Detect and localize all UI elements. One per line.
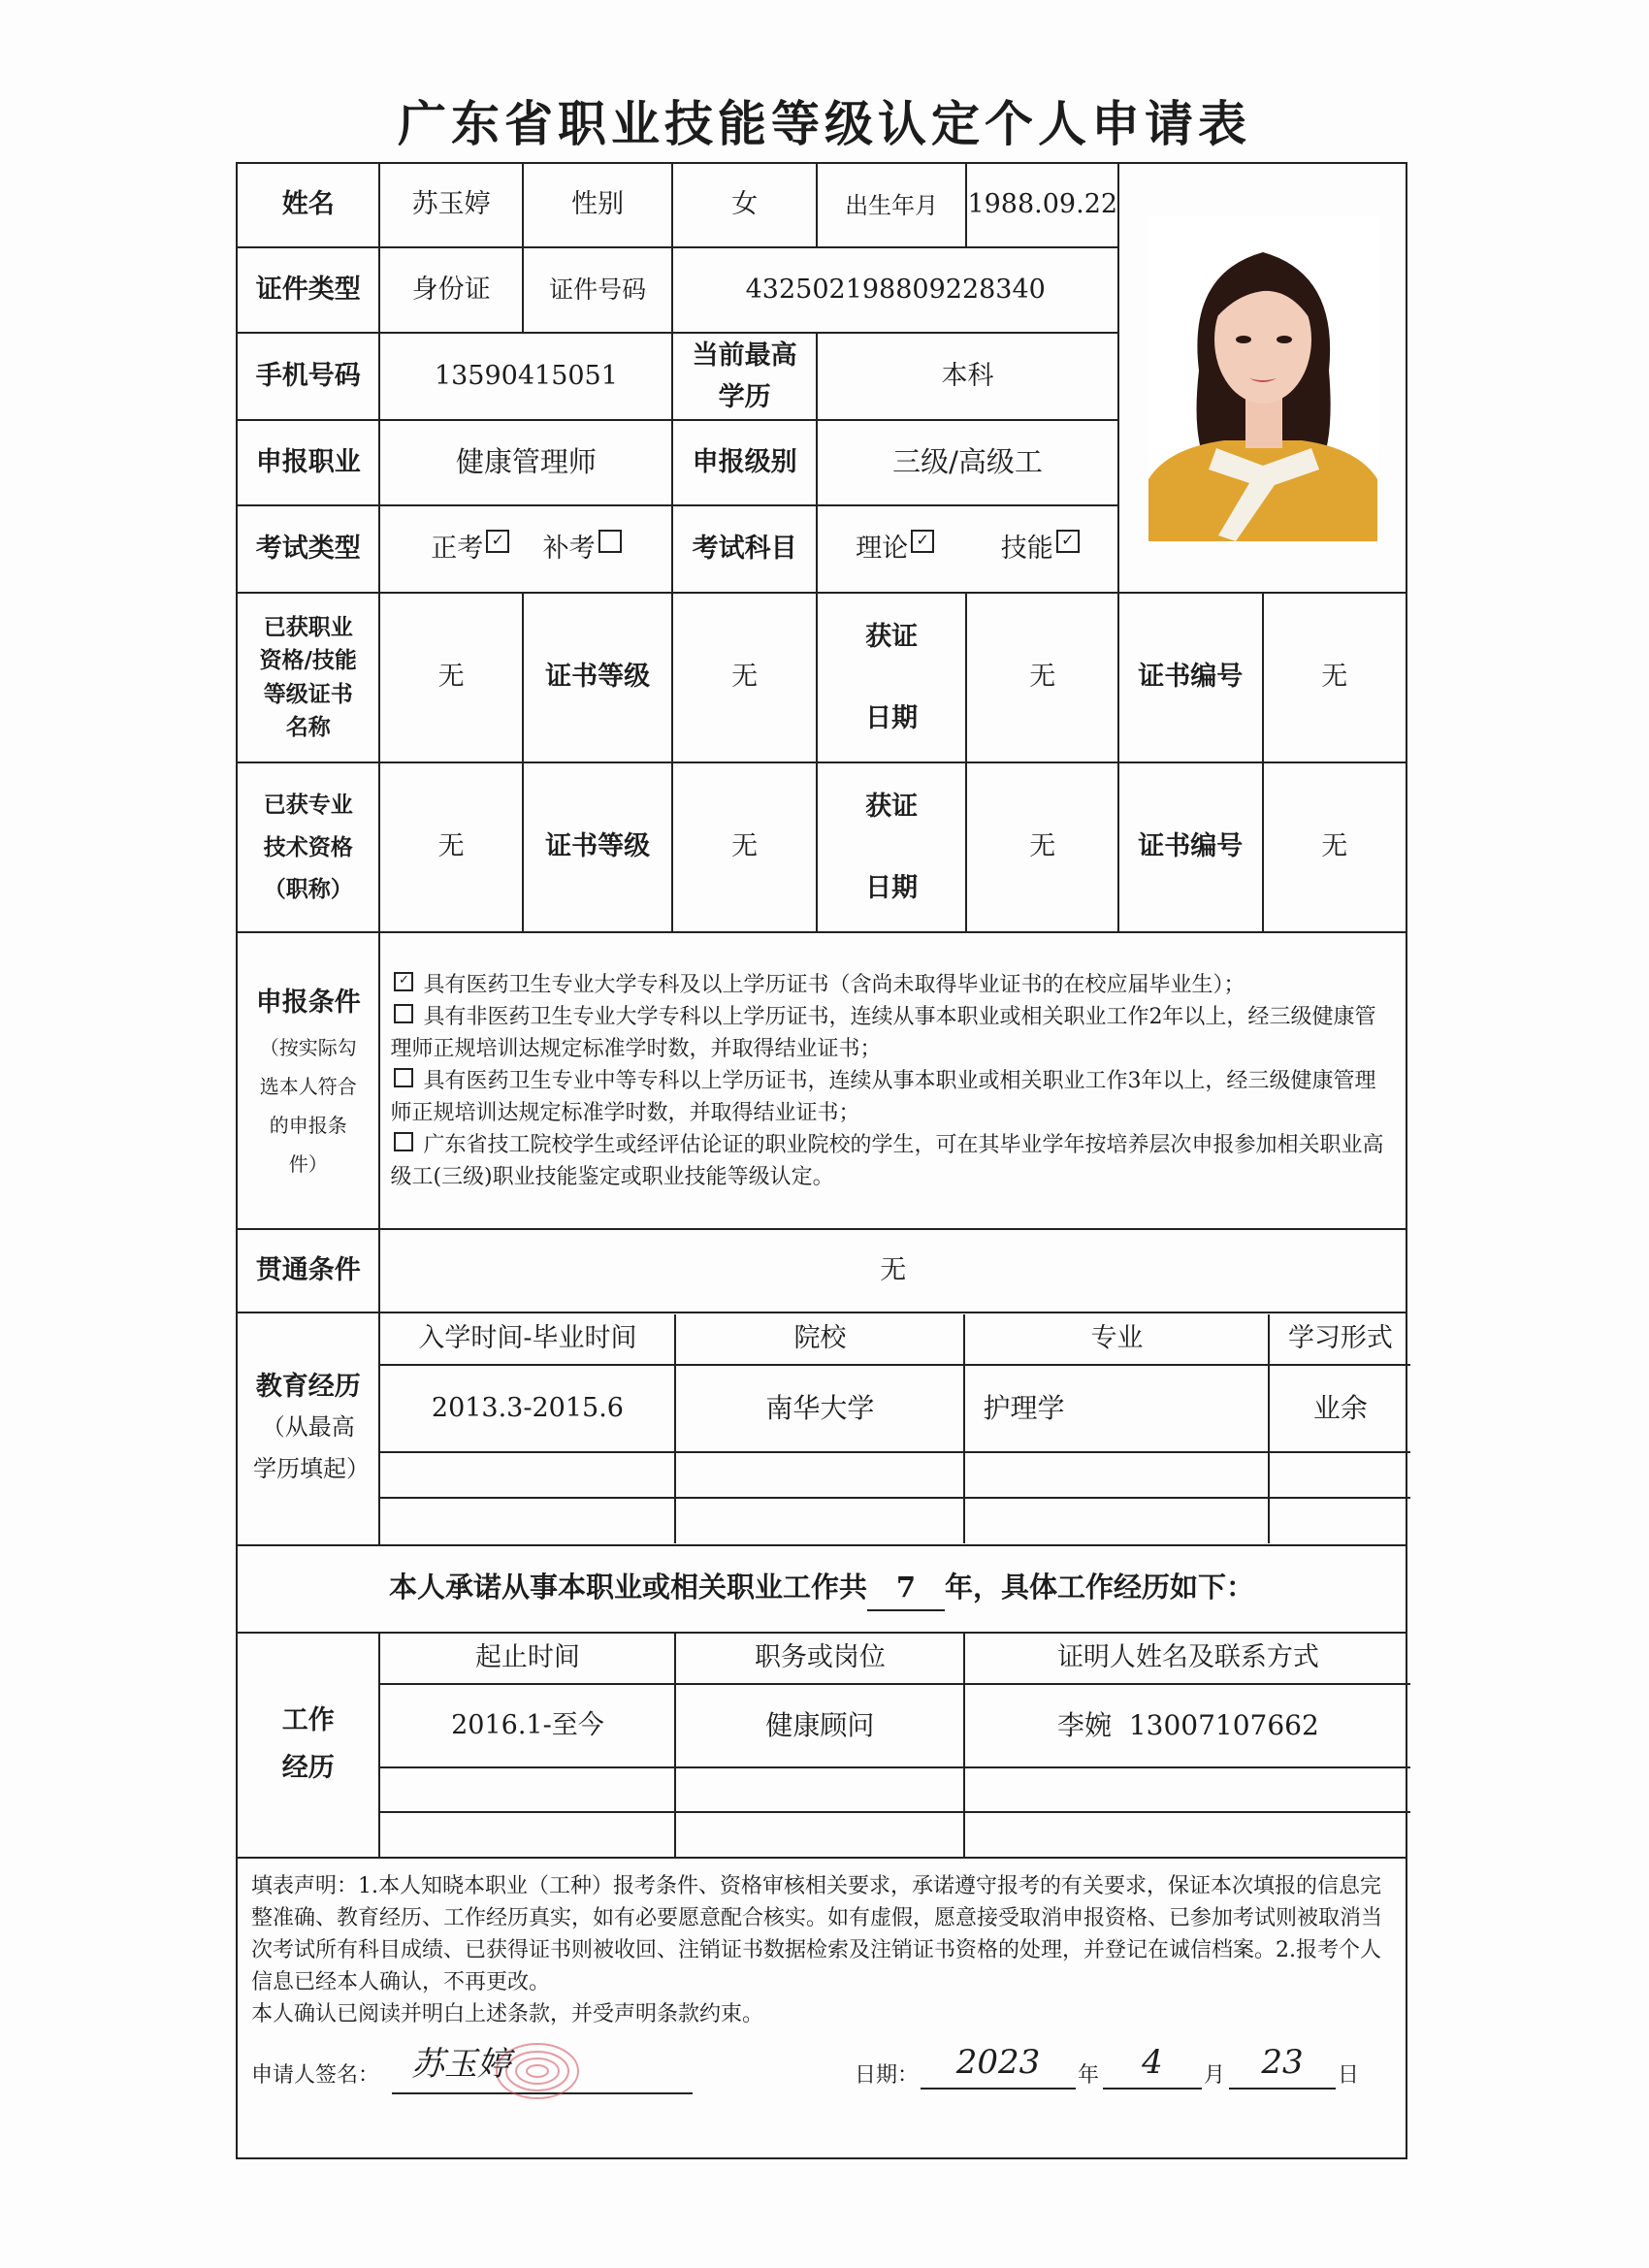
subject-skill-checkbox[interactable]: ✓: [1056, 530, 1080, 553]
exam-subject-options: [817, 505, 1118, 593]
declaration-cell: [237, 1858, 1406, 2158]
condition-1-text: 具有医药卫生专业大学专科及以上学历证书（含尚未取得毕业证书的在校应届毕业生）；: [423, 972, 1245, 997]
condition-2-checkbox[interactable]: [394, 1004, 413, 1023]
edu-value: 本科: [817, 333, 1118, 420]
work-header: 起止时间: [380, 1634, 675, 1684]
condition-item: [390, 1065, 1396, 1129]
id-type-value: 身份证: [379, 247, 522, 333]
through-value: 无: [379, 1229, 1406, 1312]
pro-cert-label: 已获专业技术资格（职称）: [237, 762, 379, 932]
signature-line: [251, 2030, 1392, 2098]
education-cell: [964, 1452, 1269, 1498]
work-cell: [964, 1767, 1410, 1812]
work-header: 证明人姓名及联系方式: [964, 1634, 1410, 1684]
pro-cert-name: 无: [379, 762, 522, 932]
pro-cert-date: 无: [966, 762, 1118, 932]
conditions-title: 申报条件: [255, 988, 361, 1019]
year-unit: 年: [1078, 2063, 1100, 2088]
condition-1-checkbox[interactable]: ✓: [394, 972, 413, 991]
education-cell: [1269, 1498, 1410, 1543]
gender-value: 女: [672, 163, 816, 247]
application-form: [236, 162, 1407, 2159]
voc-cert-date: 无: [966, 593, 1118, 762]
commitment-prefix: 本人承诺从事本职业或相关职业工作共: [388, 1571, 867, 1604]
work-cell: [675, 1812, 964, 1857]
education-label-cell: [237, 1312, 379, 1545]
education-cell: 南华大学: [675, 1365, 964, 1452]
declaration-text: 填表声明：1.本人知晓本职业（工种）报考条件、资格审核相关要求，承诺遵守报考的有关要求，保证本次填报的信息完整准确、教育经历、工作经历真实，如有必要愿意配合核实。如有虚假，愿意接受取消申报资格、已参加考试则被取消当次考试所有科目成绩、已获得证书则被收回、注销证书数据检索及注销证书资格的处理，并登记在诚信档案。2.报考个人信息已经本人确认，不再更改。: [251, 1874, 1383, 1994]
voc-cert-level-label: 证书等级: [523, 593, 673, 762]
portrait-image: [1148, 215, 1377, 541]
work-cell: [675, 1767, 964, 1812]
work-cell: 健康顾问: [675, 1684, 964, 1767]
education-cell: [675, 1452, 964, 1498]
condition-4-text: 广东省技工院校学生或经评估论证的职业院校的学生，可在其毕业学年按培养层次申报参加相关职业高级工(三级)职业技能鉴定或职业技能等级认定。: [390, 1132, 1384, 1189]
pro-cert-date-label: 获证日期: [817, 762, 967, 932]
exam-makeup-label: 补考: [542, 533, 596, 564]
day-unit: 日: [1338, 2063, 1360, 2088]
through-label: 贯通条件: [237, 1229, 379, 1312]
gender-label: 性别: [523, 163, 673, 247]
month-unit: 月: [1204, 2063, 1226, 2088]
work-cell: [964, 1812, 1410, 1857]
condition-3-checkbox[interactable]: [394, 1068, 413, 1087]
work-label: 工作经历: [237, 1633, 379, 1858]
work-header: 职务或岗位: [675, 1634, 964, 1684]
id-type-label: 证件类型: [237, 247, 379, 333]
education-note: （从最高学历填起）: [253, 1413, 370, 1483]
phone-value: 13590415051: [379, 333, 672, 420]
work-table: [380, 1634, 1410, 1857]
condition-item: [390, 1001, 1396, 1065]
education-header: 入学时间-毕业时间: [380, 1314, 675, 1365]
exam-type-label: 考试类型: [237, 505, 379, 593]
work-cell: 李婉 13007107662: [964, 1684, 1410, 1767]
education-table-cell: [379, 1312, 1406, 1545]
education-cell: [1269, 1452, 1410, 1498]
condition-2-text: 具有非医药卫生专业大学专科以上学历证书，连续从事本职业或相关职业工作2年以上，经三级健康管理师正规培训达规定标准学时数，并取得结业证书；: [390, 1004, 1376, 1061]
education-cell: [380, 1498, 675, 1543]
date-year: 2023: [921, 2038, 1076, 2090]
phone-label: 手机号码: [237, 333, 379, 420]
education-cell: 2013.3-2015.6: [380, 1365, 675, 1452]
education-title: 教育经历: [255, 1371, 361, 1402]
work-table-cell: [379, 1633, 1406, 1858]
occupation-label: 申报职业: [237, 420, 379, 505]
pro-cert-no-label: 证书编号: [1118, 762, 1262, 932]
birth-label: 出生年月: [817, 163, 967, 247]
education-header: 专业: [964, 1314, 1269, 1365]
exam-subject-label: 考试科目: [672, 505, 816, 593]
commitment-suffix: 年，具体工作经历如下：: [945, 1571, 1255, 1604]
work-cell: [380, 1767, 675, 1812]
education-cell: 业余: [1269, 1365, 1410, 1452]
commitment-years: 7: [867, 1567, 945, 1611]
id-no-value: 432502198809228340: [672, 247, 1118, 333]
voc-cert-level: 无: [672, 593, 816, 762]
edu-label: 当前最高学历: [672, 333, 816, 420]
name-label: 姓名: [237, 163, 379, 247]
work-commitment: [237, 1545, 1406, 1633]
id-no-label: 证件号码: [523, 247, 673, 333]
exam-regular-checkbox[interactable]: ✓: [486, 530, 509, 553]
conditions-label-cell: [237, 932, 379, 1229]
exam-makeup-checkbox[interactable]: [598, 530, 622, 553]
pro-cert-no: 无: [1263, 762, 1407, 932]
exam-regular-label: 正考: [431, 533, 484, 564]
education-table: [380, 1314, 1410, 1543]
voc-cert-name: 无: [379, 593, 522, 762]
date-month: 4: [1103, 2038, 1202, 2090]
education-cell: 护理学: [964, 1365, 1269, 1452]
occupation-value: 健康管理师: [379, 420, 672, 505]
conditions-note: （按实际勾选本人符合的申报条件）: [259, 1035, 357, 1176]
declaration-confirm: 本人确认已阅读并明白上述条款，并受声明条款约束。: [251, 2002, 764, 2026]
level-label: 申报级别: [672, 420, 816, 505]
photo-cell: [1118, 163, 1406, 593]
exam-type-options: [379, 505, 672, 593]
subject-theory-checkbox[interactable]: ✓: [911, 530, 934, 553]
work-cell: [380, 1812, 675, 1857]
voc-cert-date-label: 获证日期: [817, 593, 967, 762]
birth-value: 1988.09.22: [966, 163, 1118, 247]
condition-item: [390, 969, 1396, 1001]
form-title: 广东省职业技能等级认定个人申请表: [398, 95, 1251, 152]
condition-3-text: 具有医药卫生专业中等专科以上学历证书，连续从事本职业或相关职业工作3年以上，经三级健康管理师正规培训达规定标准学时数，并取得结业证书；: [390, 1068, 1376, 1125]
applicant-signature: 苏玉婷: [411, 2045, 510, 2084]
voc-cert-no-label: 证书编号: [1118, 593, 1262, 762]
level-value: 三级/高级工: [817, 420, 1118, 505]
education-cell: [380, 1452, 675, 1498]
conditions-list: [379, 932, 1406, 1229]
voc-cert-no: 无: [1263, 593, 1407, 762]
date-label: 日期：: [855, 2063, 920, 2088]
subject-skill-label: 技能: [1000, 533, 1053, 564]
name-value: 苏玉婷: [379, 163, 522, 247]
education-header: 院校: [675, 1314, 964, 1365]
pro-cert-level-label: 证书等级: [523, 762, 673, 932]
sign-label: 申请人签名：: [251, 2063, 380, 2088]
voc-cert-label: 已获职业资格/技能等级证书名称: [237, 593, 379, 762]
subject-theory-label: 理论: [856, 533, 909, 564]
work-cell: 2016.1-至今: [380, 1684, 675, 1767]
education-cell: [964, 1498, 1269, 1543]
condition-item: [390, 1129, 1396, 1193]
date-day: 23: [1229, 2038, 1336, 2090]
applicant-photo: [1148, 215, 1377, 541]
education-header: 学习形式: [1269, 1314, 1410, 1365]
pro-cert-level: 无: [672, 762, 816, 932]
condition-4-checkbox[interactable]: [394, 1132, 413, 1151]
education-cell: [675, 1498, 964, 1543]
